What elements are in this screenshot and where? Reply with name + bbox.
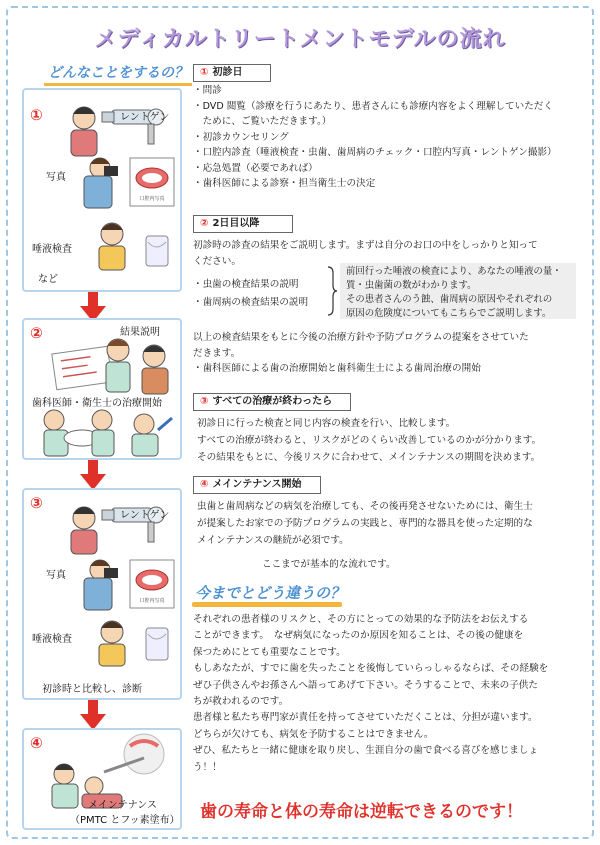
section-3-header — [193, 393, 351, 411]
callout-line: 原因の危険度についてもこちらでご説明します。 — [346, 308, 552, 319]
section-4-body — [197, 498, 533, 549]
section-2-title: 2日目以降 — [212, 218, 260, 229]
callout-line: その患者さんのう蝕、歯周病の原因やそれぞれの — [346, 294, 553, 305]
step-1-number: ① — [30, 106, 43, 124]
step-2-number: ② — [30, 324, 43, 342]
difference-line: 患者様と私たち専門家が責任を持ってさせていただくことは、分担が違います。 — [193, 712, 538, 724]
section-3-number: ③ — [200, 396, 209, 407]
step-4-number: ④ — [30, 734, 43, 752]
difference-line: う！！ — [193, 761, 222, 773]
difference-line: もしあなたが、すでに歯を失ったことを後悔していらっしゃるならば、その経験を — [193, 663, 549, 675]
section-2-line: 以上の検査結果をもとに今後の治療方針や予防プログラムの提案をさせていた — [193, 332, 529, 343]
step-1-label-xray: レントゲン — [120, 112, 170, 123]
step-2-label-explanation: 結果説明 — [120, 327, 160, 338]
step-4-label-pmtc: （PMTC とフッ素塗布） — [70, 815, 180, 826]
section-1-title: 初診日 — [212, 67, 243, 78]
mouth-photo-icon — [130, 158, 174, 206]
step-3-label-saliva: 唾液検査 — [32, 634, 72, 645]
difference-line: ちが救われるのです。 — [193, 696, 289, 708]
section-4-number: ④ — [200, 479, 209, 490]
step-3-illustrations — [38, 494, 178, 694]
photographer-icon — [84, 158, 118, 208]
section-3-body — [197, 415, 541, 466]
arrow-down-icon — [80, 700, 106, 730]
difference-line: ぜひ、私たちと一緒に健康を取り戻し、生涯自分の歯で食べる喜びを感じましょ — [193, 745, 538, 757]
section-2-line: 初診時の診査の結果をご説明します。まずは自分のお口の中をしっかりと知って — [193, 240, 538, 251]
section-1-body — [193, 83, 557, 192]
step-2-panel — [22, 318, 182, 460]
section-4-title: メインテナンス開始 — [212, 479, 302, 490]
difference-line: どちらが欠けても、病気を予防することはできません。 — [193, 728, 434, 740]
step-3-label-photo: 写真 — [46, 570, 66, 581]
section-2-line: ・歯科医師による歯の治療開始と歯科衛生士による歯周治療の開始 — [193, 363, 481, 374]
section-2-items — [193, 276, 308, 312]
mouth-photo-caption: 口腔内写真 — [139, 598, 165, 604]
section-2-outro — [193, 330, 529, 377]
callout-line: 前回行った唾液の検査により、あなたの唾液の量・ — [346, 266, 562, 277]
section-2-item: ・歯周病の検査結果の説明 — [193, 297, 309, 308]
section-2-line: ください。 — [193, 255, 241, 267]
section-4-header — [193, 476, 321, 494]
treatment-icon — [44, 410, 172, 456]
section-2-header — [193, 215, 293, 233]
section-2-number: ② — [200, 218, 209, 229]
step-4-panel — [22, 728, 182, 830]
page-title: メディカルトリートメントモデルの流れ — [94, 27, 506, 52]
consultation-icon — [52, 339, 168, 394]
left-column-heading: どんなことをするの？ — [44, 62, 192, 86]
step-1-label-etc: など — [38, 274, 58, 285]
saliva-test-icon — [99, 621, 168, 666]
step-3-number: ③ — [30, 494, 43, 512]
difference-body — [193, 612, 548, 776]
section-4-line: 虫歯と歯周病などの病気を治療しても、その後再発させないためには、衛生士 — [197, 501, 533, 512]
section-4-line: が提案したお家での予防プログラムの実践と、専門的な器具を使った定期的な — [197, 518, 533, 529]
difference-line: それぞれの患者様のリスクと、その方にとっての効果的な予防法をお伝えする — [193, 614, 529, 625]
section-1-line: ・歯科医師による診察・担当衛生士の決定 — [193, 178, 376, 189]
mouth-photo-caption: 口腔内写真 — [139, 196, 165, 202]
step-3-label-xray: レントゲン — [120, 510, 170, 521]
difference-line: 保つためにとても重要なことです。 — [193, 646, 346, 658]
step-1-panel — [22, 88, 182, 292]
section-1-header — [193, 64, 271, 82]
section-3-line: すべての治療が終わると、リスクがどのくらい改善しているのかが分かります。 — [197, 435, 542, 446]
difference-line: ぜひ子供さんやお孫さんへ語ってあげて下さい。そうすることで、未来の子供た — [193, 679, 538, 691]
step-1-label-saliva: 唾液検査 — [32, 244, 72, 255]
section-1-line: ために、ご覧いただきます。） — [193, 116, 332, 127]
section-2-callout — [340, 263, 576, 319]
step-4-label-maintenance: メインテナンス — [88, 800, 157, 811]
difference-heading: 今までとどう違うの？ — [195, 584, 346, 602]
section-2-line: だきます。 — [193, 347, 241, 359]
patient-icon — [71, 107, 97, 156]
section-4-line: メインテナンスの継続が必須です。 — [197, 535, 349, 546]
callout-line: 質・虫歯菌の数がわかります。 — [346, 280, 477, 291]
step-2-illustrations — [32, 324, 182, 458]
step-1-label-photo: 写真 — [46, 172, 66, 183]
section-3-line: その結果をもとに、今後リスクに合わせて、メインテナンスの期間を決めます。 — [197, 452, 541, 463]
section-1-line: ・問診 — [193, 85, 222, 96]
step-3-label-diagnosis: 初診時と比較し、診断 — [42, 684, 142, 695]
step-1-illustrations — [38, 96, 178, 291]
section-4-note: ここまでが基本的な流れです。 — [262, 559, 396, 570]
section-3-line: 初診日に行った検査と同じ内容の検査を行い、比較します。 — [197, 418, 456, 429]
section-3-title: すべての治療が終わったら — [212, 396, 333, 407]
difference-line: ことができます。 なぜ病気になったのか原因を知ることは、その後の健康を — [193, 630, 524, 642]
mouth-photo-icon — [130, 560, 174, 608]
section-2-item: ・虫歯の検査結果の説明 — [193, 279, 299, 290]
saliva-test-icon — [99, 223, 168, 270]
step-2-label-treatment: 歯科医師・衛生士の治療開始 — [32, 398, 162, 409]
section-1-line: ・応急処置（必要であれば） — [193, 162, 318, 174]
photographer-icon — [84, 560, 118, 610]
section-1-line: ・初診カウンセリング — [193, 131, 289, 143]
section-1-number: ① — [200, 67, 209, 78]
section-1-line: ・口腔内診査（唾液検査・虫歯、歯周病のチェック・口腔内写真・レントゲン撮影） — [193, 147, 557, 158]
closing-message: 歯の寿命と体の寿命は逆転できるのです！ — [200, 802, 523, 822]
section-1-line: ・DVD 閲覧（診療を行うにあたり、患者さんにも診療内容をよく理解していただく — [193, 100, 553, 112]
arrow-down-icon — [80, 460, 106, 490]
brace-icon — [326, 266, 338, 316]
step-3-panel — [22, 488, 182, 700]
